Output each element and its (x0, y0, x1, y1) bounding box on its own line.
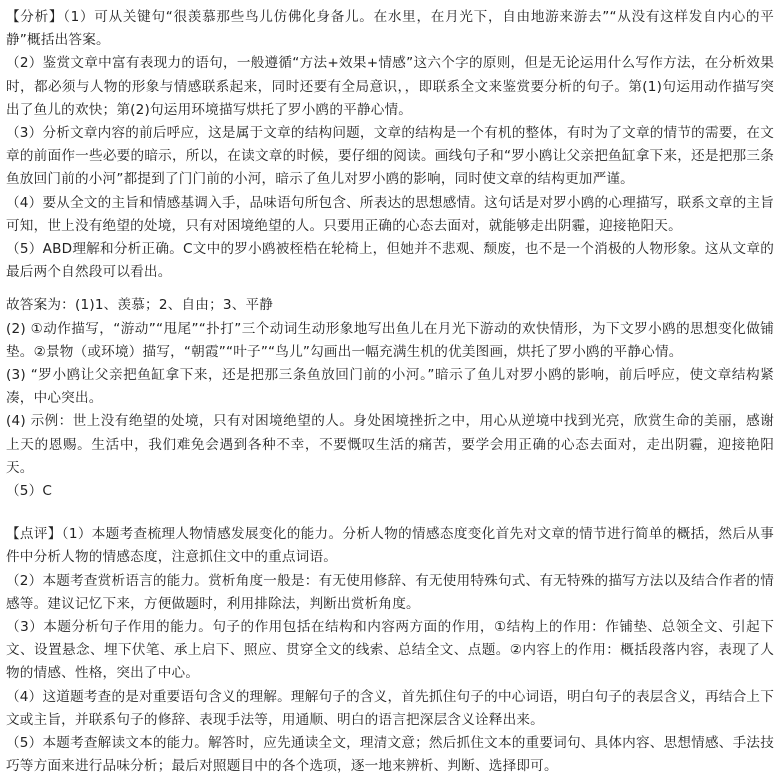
analysis-section (6, 6, 774, 284)
answer-section (6, 294, 774, 503)
answer-paragraph-2: (2) ①动作描写，“游动”“甩尾”“扑打”三个动词生动形象地写出鱼儿在月光下游动的欢快情形，为下文罗小鸥的思想变化做铺垫。②景物（或环境）描写，“朝霞”“叶子”“鸟儿”勾画出一幅充满生机的优美图画，烘托了罗小鸥的平静心情。 (6, 320, 774, 360)
answer-paragraph-4: (4) 示例：世上没有绝望的处境，只有对困境绝望的人。身处困境挫折之中，用心从逆境中找到光亮，欣赏生命的美丽，感谢上天的恩赐。生活中，我们难免会遇到各种不幸，不要慨叹生活的痛苦，要学会用正确的心态去面对，走出阴霾，迎接艳阳天。 (6, 413, 774, 476)
analysis-paragraph-3: （3）分析文章内容的前后呼应，这是属于文章的结构问题，文章的结构是一个有机的整体，有时为了文章的情节的需要，在文章的前面作一些必要的暗示，所以，在读文章的时候，要仔细的阅读。画线句子和“罗小鸥让父亲把鱼缸拿下来，还是把那三条鱼放回门前的小河”都提到了门门前的小河，暗示了鱼儿对罗小鸥的影响，同时使文章的结构更加严谨。 (6, 125, 774, 188)
comment-paragraph-1: 【点评】（1）本题考查梳理人物情感发展变化的能力。分析人物的情感态度变化首先对文章的情节进行简单的概括，然后从事件中分析人物的情感态度，注意抓住文中的重点词语。 (6, 526, 774, 566)
analysis-paragraph-4: （4）要从全文的主旨和情感基调入手，品味语句所包含、所表达的思想感情。这句话是对罗小鸥的心理描写，联系文章的主旨可知，世上没有绝望的处境，只有对困境绝望的人。只要用正确的心态去面对，就能够走出阴霾，迎接艳阳天。 (6, 194, 774, 234)
answer-paragraph-5: （5）C (6, 483, 53, 500)
analysis-paragraph-5: （5）ABD理解和分析正确。C文中的罗小鸥被桎梏在轮椅上，但她并不悲观、颓废，也不是一个消极的人物形象。这从文章的最后两个自然段可以看出。 (6, 241, 774, 281)
comment-paragraph-3: （3）本题分析句子作用的能力。句子的作用包括在结构和内容两方面的作用，①结构上的作用：作铺垫、总领全文、引起下文、设置悬念、埋下伏笔、承上启下、照应、贯穿全文的线索、总结全文、点题。②内容上的作用：概括段落内容，表现了人物的情感、性格，突出了中心。 (6, 619, 774, 682)
answer-paragraph-1: 故答案为：(1)1、羡慕；2、自由；3、平静 (6, 297, 274, 314)
comment-section (6, 523, 774, 778)
analysis-paragraph-2: （2）鉴赏文章中富有表现力的语句，一般遵循“方法+效果+情感”这六个字的原则，但是无论运用什么写作方法，在分析效果时，都必须与人物的形象与情感联系起来，同时还要有全局意识，，即联系全文来鉴赏要分析的句子。第(1)句运用动作描写突出了鱼儿的欢快；第(2)句运用环境描写烘托了罗小鸥的平静心情。 (6, 55, 774, 118)
comment-paragraph-4: （4）这道题考查的是对重要语句含义的理解。理解句子的含义，首先抓住句子的中心词语，明白句子的表层含义，再结合上下文或主旨，并联系句子的修辞、表现手法等，用通顺、明白的语言把深层含义诠释出来。 (6, 688, 774, 728)
answer-paragraph-3: (3) “罗小鸥让父亲把鱼缸拿下来，还是把那三条鱼放回门前的小河。”暗示了鱼儿对罗小鸥的影响，前后呼应，使文章结构紧凑，中心突出。 (6, 367, 774, 407)
comment-paragraph-2: （2）本题考查赏析语言的能力。赏析角度一般是：有无使用修辞、有无使用特殊句式、有无特殊的描写方法以及结合作者的情感等。建议记忆下来，方便做题时，利用排除法，判断出赏析角度。 (6, 572, 774, 612)
section-spacer (6, 284, 774, 294)
analysis-paragraph-1: 【分析】（1）可从关键句“很羡慕那些鸟儿仿佛化身备儿。在水里，在月光下，自由地游来游去”“从没有这样发自内心的平静”概括出答案。 (6, 9, 774, 49)
section-spacer (6, 503, 774, 523)
comment-paragraph-5: （5）本题考查解读文本的能力。解答时，应先通读全文，理清文意；然后抓住文本的重要词句、具体内容、思想情感、手法技巧等方面来进行品味分析；最后对照题目中的各个选项，逐一地来辨析、判断、选择即可。 (6, 735, 774, 775)
